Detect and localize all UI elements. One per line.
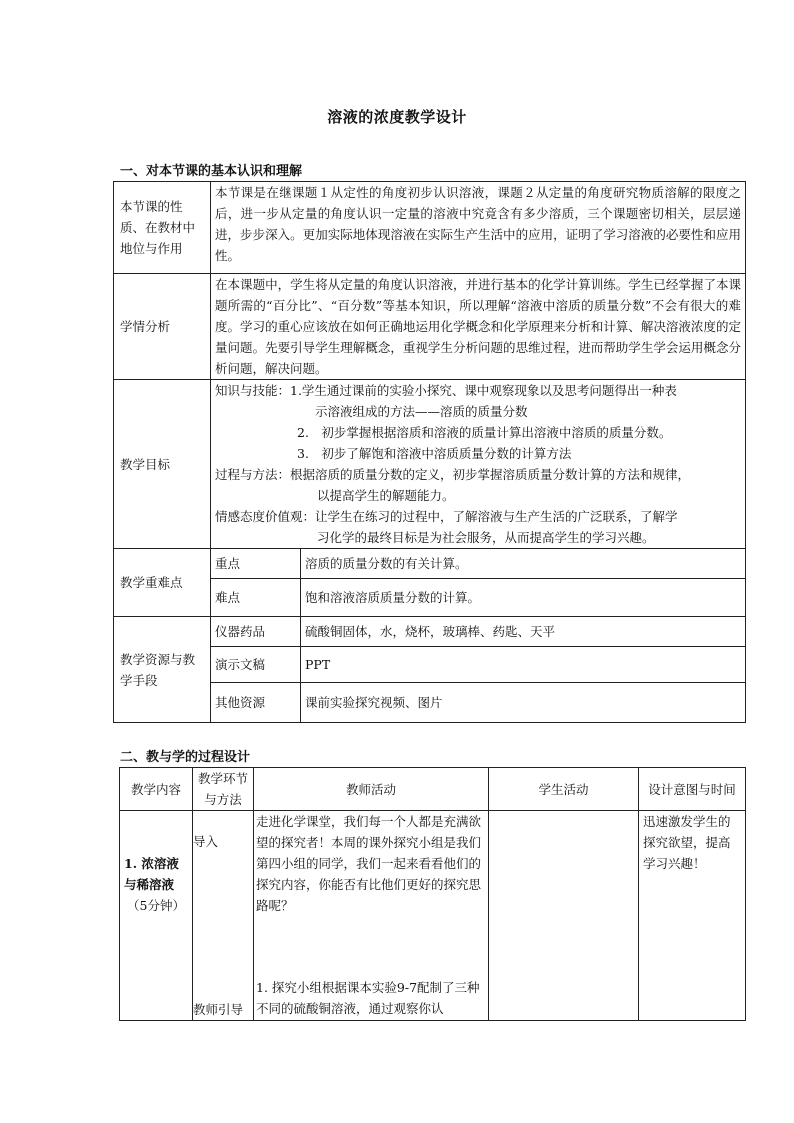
goal-knowledge-1b: 示溶液组成的方法——溶质的质量分数 <box>315 404 528 419</box>
text-resource-other: 课前实验探究视频、图片 <box>301 683 746 723</box>
text-resource-equipment: 硫酸铜固体，水，烧杯，玻璃棒、药匙、天平 <box>301 617 746 647</box>
label-key-difficult: 教学重难点 <box>114 549 211 617</box>
row-teaching-goals <box>114 380 746 549</box>
process-row-1 <box>120 811 746 1021</box>
row1-topic-cell <box>120 811 193 1021</box>
row1-topic: 1. 浓溶液与稀溶液 <box>124 856 179 892</box>
label-resource-equipment: 仪器药品 <box>211 617 301 647</box>
label-teaching-goals: 教学目标 <box>114 380 211 549</box>
row1-teacher-cell <box>254 811 489 1021</box>
label-resource-other: 其他资源 <box>211 683 301 723</box>
row-resource-equipment <box>114 617 746 647</box>
goal-process-2: 以提高学生的解题能力。 <box>317 488 455 503</box>
row1-teacher-step1: 1. 探究小组根据课本实验9-7配制了三种不同的硫酸铜溶液，通过观察你认 <box>256 980 480 1016</box>
process-design-table <box>119 767 746 1021</box>
text-resource-slides: PPT <box>301 647 746 683</box>
header-intent: 设计意图与时间 <box>639 768 746 811</box>
header-content: 教学内容 <box>120 768 193 811</box>
row-course-nature <box>114 182 746 274</box>
row-student-analysis <box>114 274 746 380</box>
row1-student-cell <box>489 811 639 1021</box>
goal-emotion-1: 情感态度价值观：让学生在练习的过程中，了解溶液与生产生活的广泛联系，了解学 <box>215 509 678 524</box>
text-student-analysis: 在本课题中，学生将从定量的角度认识溶液，并进行基本的化学计算训练。学生已经掌握了本课题所需的“百分比”、“百分数”等基本知识，所以理解“溶液中溶质的质量分数”不会有很大的难度。学习的重心应该放在如何正确地运用化学概念和化学原理来分析和计算、解决溶液浓度的定量问题。先要引导学生理解概念，重视学生分析问题的思维过程，进而帮助学生学会运用概念分析问题，解决问题。 <box>211 274 746 380</box>
process-header-row <box>120 768 746 811</box>
text-key-point: 溶质的质量分数的有关计算。 <box>301 549 746 579</box>
row1-intent: 迅速激发学生的探究欲望，提高学习兴趣！ <box>639 811 746 1021</box>
goal-emotion-2: 习化学的最终目标是为社会服务，从而提高学生的学习兴趣。 <box>317 530 655 545</box>
goal-knowledge-2: 2. 初步掌握根据溶质和溶液的质量计算出溶液中溶质的质量分数。 <box>297 425 672 440</box>
goal-knowledge-3: 3. 初步了解饱和溶液中溶质质量分数的计算方法 <box>297 446 572 461</box>
header-teacher: 教师活动 <box>254 768 489 811</box>
label-resource-slides: 演示文稿 <box>211 647 301 683</box>
label-difficult-point: 难点 <box>211 579 301 617</box>
label-student-analysis: 学情分析 <box>114 274 211 380</box>
header-method: 教学环节与方法 <box>193 768 254 811</box>
course-overview-table <box>113 181 746 723</box>
label-course-nature: 本节课的性质、在教材中地位与作用 <box>114 182 211 274</box>
row1-teacher-intro: 走进化学课堂，我们每一个人都是充满欲望的探究者！本周的课外探究小组是我们第四小组的同学，我们一起来看看他们的探究内容，你能否有比他们更好的探究思路呢？ <box>256 814 482 913</box>
section-1-heading: 一、对本节课的基本认识和理解 <box>120 164 303 179</box>
text-difficult-point: 饱和溶液溶质质量分数的计算。 <box>301 579 746 617</box>
row1-method-guide: 教师引导 <box>193 1002 244 1017</box>
row1-time: （5分钟） <box>127 898 185 913</box>
label-resources: 教学资源与教学手段 <box>114 617 211 723</box>
row1-method-intro: 导入 <box>193 834 219 849</box>
text-course-nature: 本节课是在继课题１从定性的角度初步认识溶液，课题２从定量的角度研究物质溶解的限度之后，进一步从定量的角度认识一定量的溶液中究竟含有多少溶质，三个课题密切相关，层层递进，步步深入。更加实际地体现溶液在实际生产生活中的应用，证明了学习溶液的必要性和应用性。 <box>211 182 746 274</box>
label-key-point: 重点 <box>211 549 301 579</box>
teaching-goals-content <box>211 380 746 549</box>
document-title: 溶液的浓度教学设计 <box>327 108 467 126</box>
row-key-point <box>114 549 746 579</box>
header-student: 学生活动 <box>489 768 639 811</box>
row1-method-cell <box>193 811 254 1021</box>
section-2-heading: 二、教与学的过程设计 <box>120 750 251 765</box>
goal-process-1: 过程与方法：根据溶质的质量分数的定义，初步掌握溶质质量分数计算的方法和规律， <box>215 467 691 482</box>
goal-knowledge-1a: 知识与技能：1.学生通过课前的实验小探究、课中观察现象以及思考问题得出一种表 <box>215 383 677 398</box>
